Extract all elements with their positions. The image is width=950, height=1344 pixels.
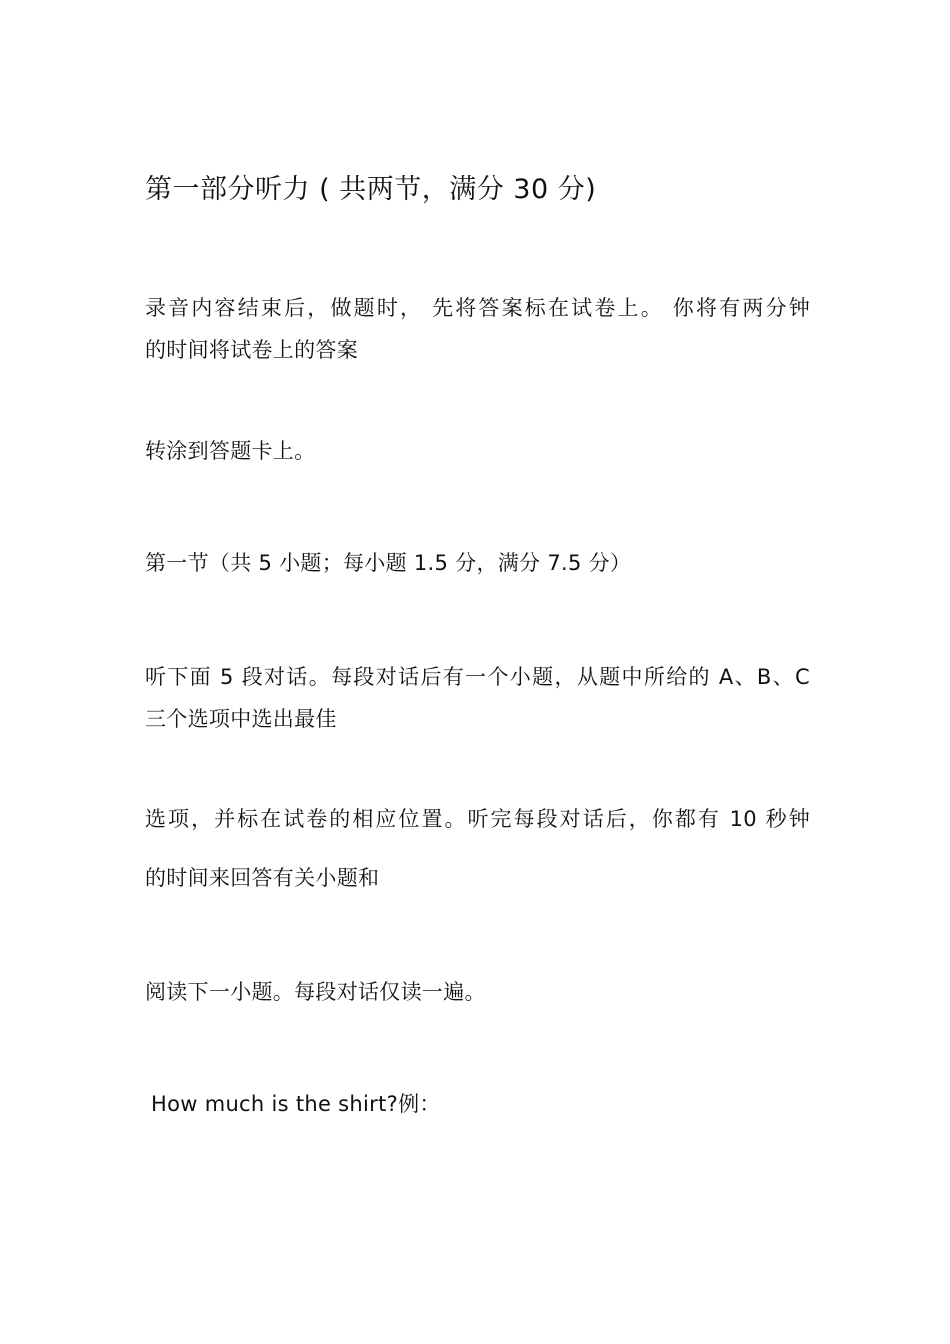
part-one-line-4: 的时间来回答有关小题和 <box>145 866 380 890</box>
section-title: 第一部分听力 ( 共两节，满分 30 分) <box>145 174 597 205</box>
part-one-line-2: 三个选项中选出最佳 <box>145 707 337 731</box>
instruction-line-3: 转涂到答题卡上。 <box>145 439 316 463</box>
instruction-line-2: 的时间将试卷上的答案 <box>145 338 358 362</box>
instruction-line-1: 录音内容结束后，做题时， 先将答案标在试卷上。 你将有两分钟 <box>145 296 810 320</box>
example-question: How much is the shirt?例： <box>151 1092 441 1116</box>
part-one-line-5: 阅读下一小题。每段对话仅读一遍。 <box>145 980 486 1004</box>
part-one-heading: 第一节（共 5 小题；每小题 1.5 分，满分 7.5 分） <box>145 551 632 575</box>
part-one-line-1: 听下面 5 段对话。每段对话后有一个小题，从题中所给的 A、B、C <box>145 665 810 689</box>
part-one-line-3: 选项，并标在试卷的相应位置。听完每段对话后，你都有 10 秒钟 <box>145 807 810 831</box>
